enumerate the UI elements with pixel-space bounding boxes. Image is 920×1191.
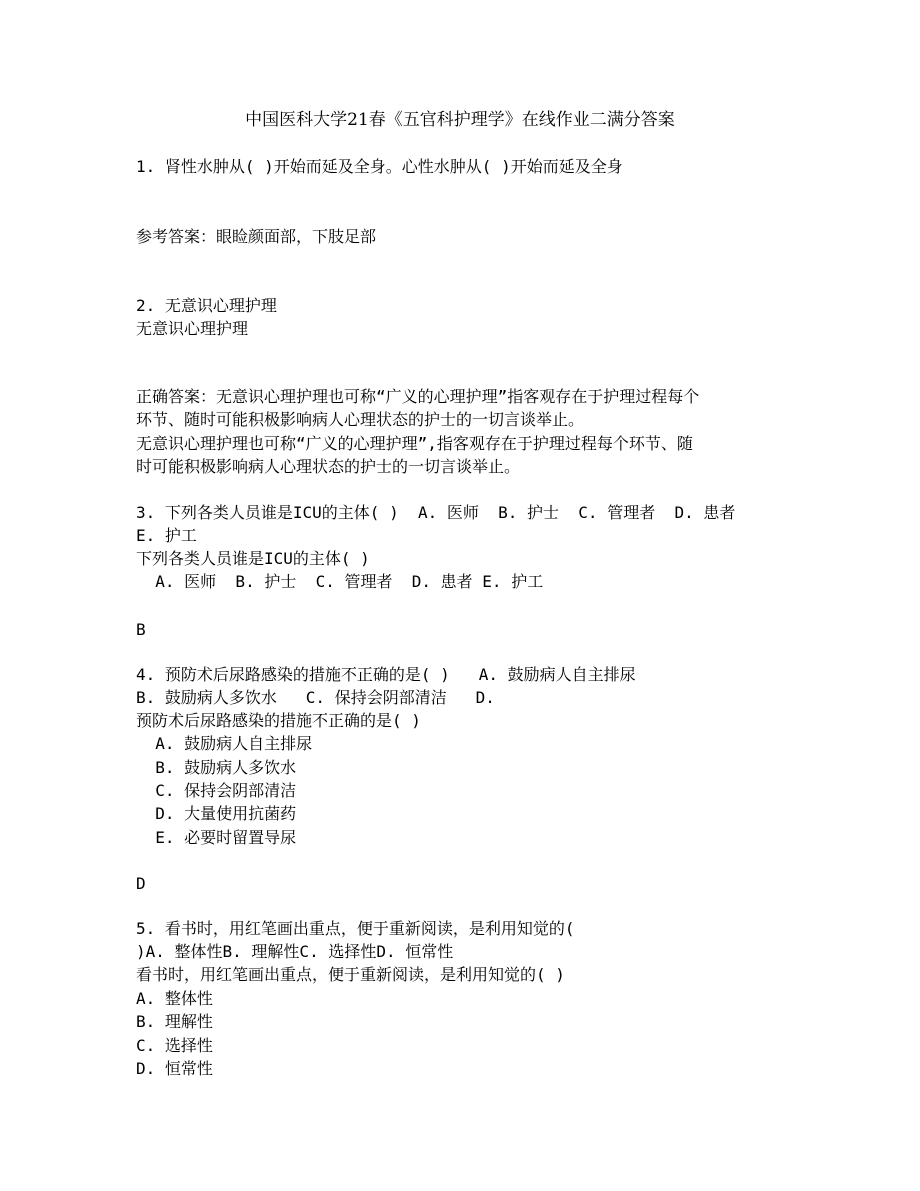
question-4-option: E. 必要时留置导尿 <box>136 828 297 847</box>
question-3-text-cont: E. 护工 <box>136 526 197 545</box>
question-3-answer: B <box>136 620 146 639</box>
document-title: 中国医科大学21春《五官科护理学》在线作业二满分答案 <box>245 110 675 130</box>
question-2-answer-line: 时可能积极影响病人心理状态的护士的一切言谈举止。 <box>136 457 521 476</box>
question-2-restated: 无意识心理护理 <box>136 319 249 338</box>
question-3-text: 3. 下列各类人员谁是ICU的主体( ) A. 医师 B. 护士 C. 管理者 D. 患者 <box>136 503 736 522</box>
question-5-restated: 看书时，用红笔画出重点，便于重新阅读，是利用知觉的( ) <box>136 965 565 984</box>
question-2-text: 2. 无意识心理护理 <box>136 296 277 315</box>
question-3-options: A. 医师 B. 护士 C. 管理者 D. 患者 E. 护工 <box>136 572 544 591</box>
question-5-option: A. 整体性 <box>136 989 213 1008</box>
question-4-option: C. 保持会阴部清洁 <box>136 781 297 800</box>
question-5-option: B. 理解性 <box>136 1012 213 1031</box>
question-1-answer: 参考答案：眼睑颜面部，下肢足部 <box>136 227 377 246</box>
question-2-answer-line: 环节、随时可能积极影响病人心理状态的护士的一切言谈举止。 <box>136 410 585 429</box>
question-4-answer: D <box>136 874 146 893</box>
question-2-answer-line: 无意识心理护理也可称“广义的心理护理”,指客观存在于护理过程每个环节、随 <box>136 434 693 453</box>
question-2-answer-line: 正确答案：无意识心理护理也可称“广义的心理护理”指客观存在于护理过程每个 <box>136 387 700 406</box>
question-4-restated: 预防术后尿路感染的措施不正确的是( ) <box>136 711 421 730</box>
question-5-text-cont: )A. 整体性B. 理解性C. 选择性D. 恒常性 <box>136 942 454 961</box>
question-4-text-cont: B. 鼓励病人多饮水 C. 保持会阴部清洁 D. <box>136 688 495 707</box>
question-5-option: C. 选择性 <box>136 1036 213 1055</box>
question-4-option: A. 鼓励病人自主排尿 <box>136 734 313 753</box>
question-3-restated: 下列各类人员谁是ICU的主体( ) <box>136 549 370 568</box>
question-5-text: 5. 看书时，用红笔画出重点，便于重新阅读，是利用知觉的( <box>136 919 575 938</box>
question-4-option: D. 大量使用抗菌药 <box>136 804 297 823</box>
question-1-text: 1. 肾性水肿从( )开始而延及全身。心性水肿从( )开始而延及全身 <box>136 157 623 176</box>
question-4-text: 4. 预防术后尿路感染的措施不正确的是( ) A. 鼓励病人自主排尿 <box>136 665 636 684</box>
question-4-option: B. 鼓励病人多饮水 <box>136 758 297 777</box>
question-5-option: D. 恒常性 <box>136 1059 213 1078</box>
